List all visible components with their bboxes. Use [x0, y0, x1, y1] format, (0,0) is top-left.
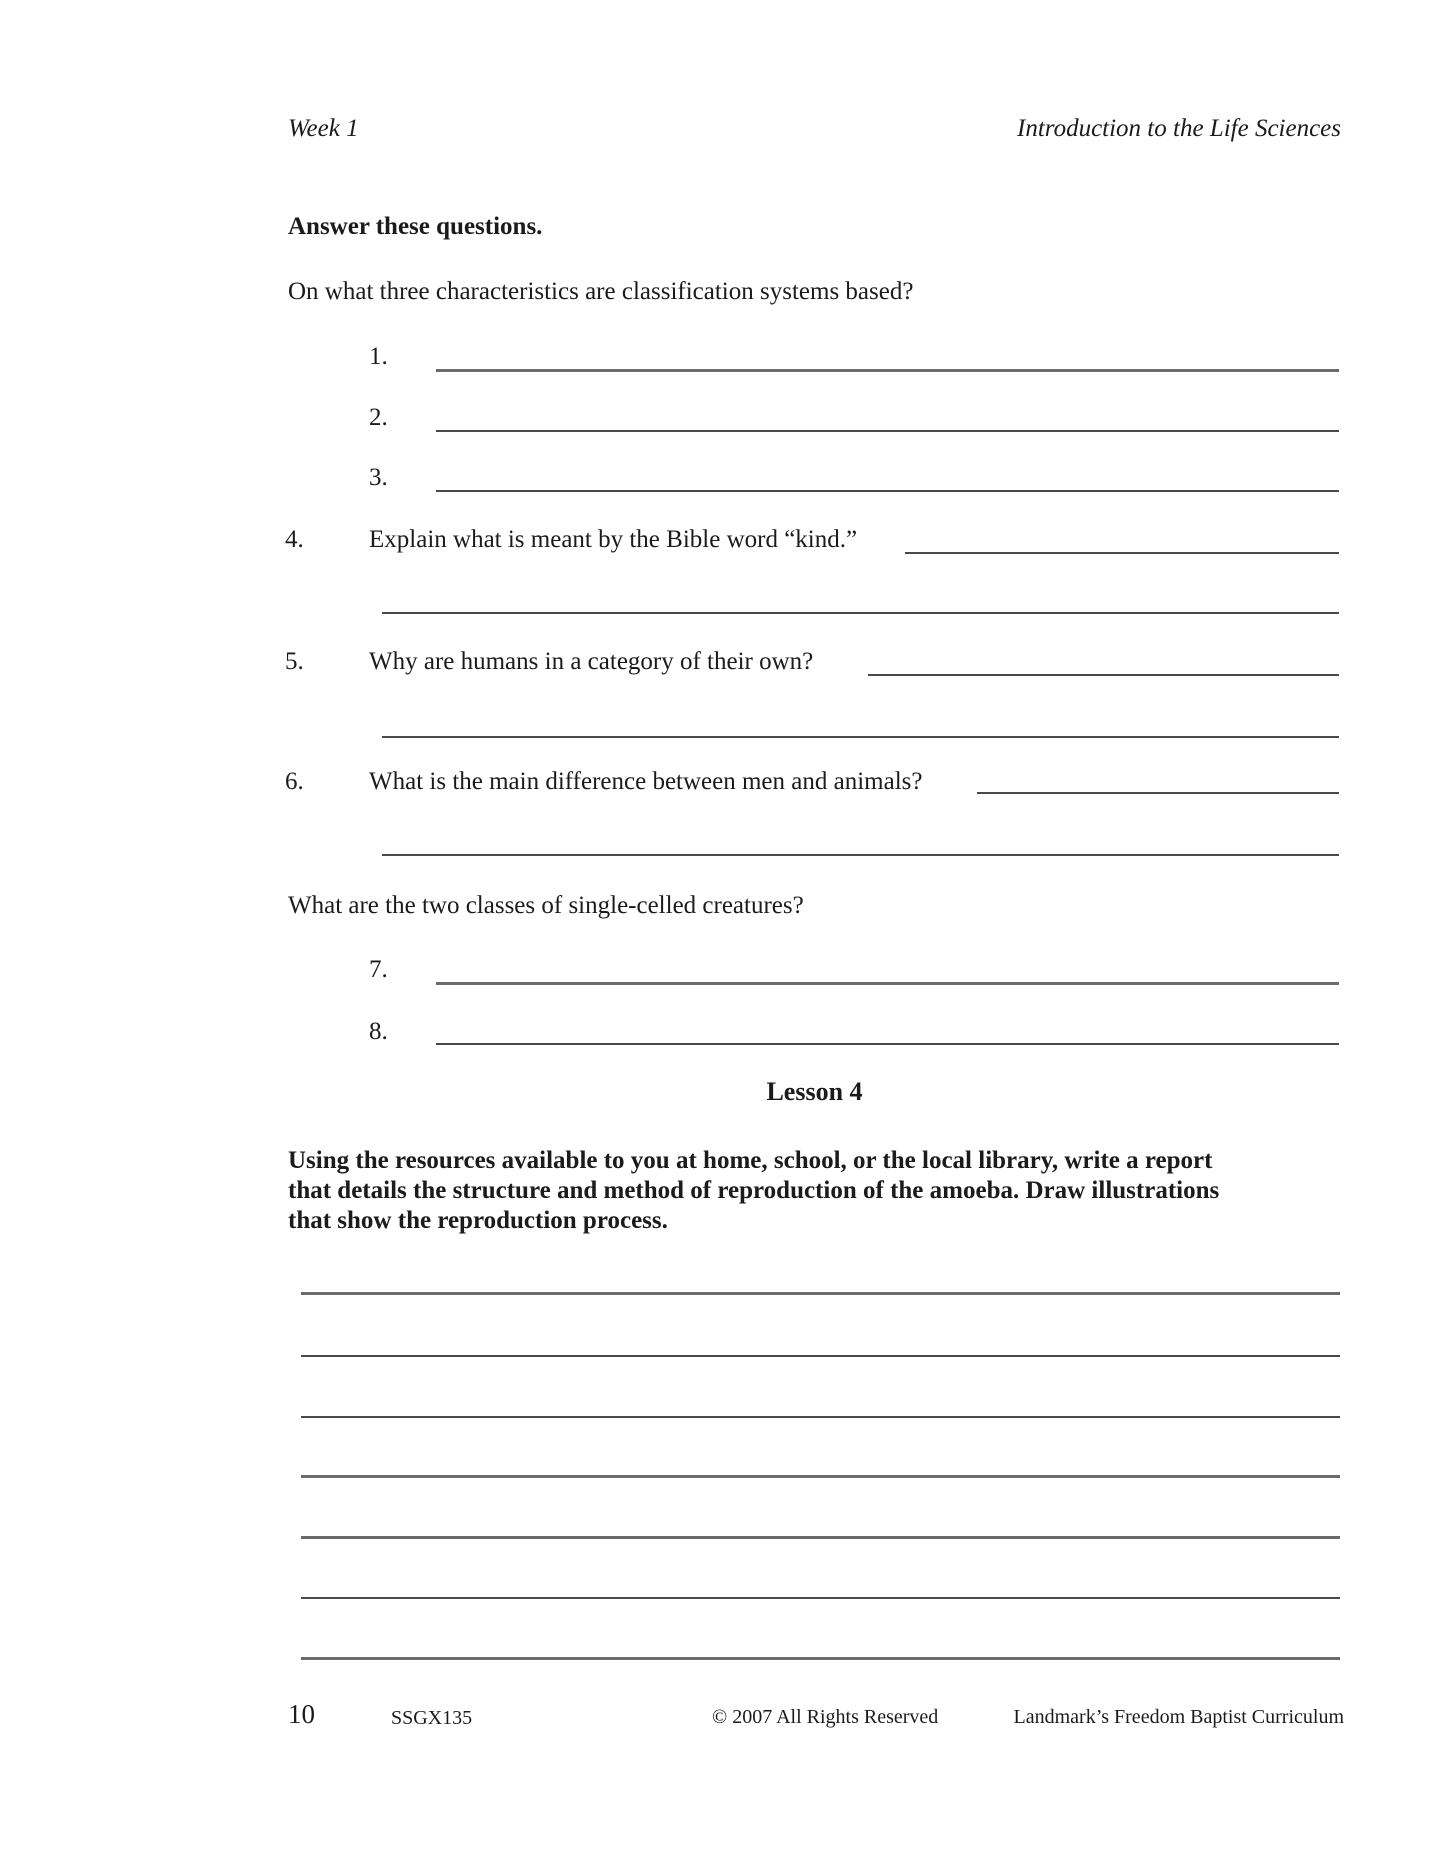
- assignment-line-2: that details the structure and method of reproduction of the amoeba. Draw illustrations: [288, 1177, 1220, 1204]
- item-number-7: 7.: [369, 956, 388, 983]
- single-celled-intro-question: What are the two classes of single-celled creatures?: [288, 892, 804, 919]
- question-4-text: Explain what is meant by the Bible word “kind.”: [369, 526, 858, 553]
- answer-blank-3: [436, 490, 1339, 492]
- question-4-inline-blank: [905, 552, 1339, 554]
- footer-page-number: 10: [288, 1699, 315, 1729]
- writing-line-7: [301, 1657, 1340, 1660]
- question-5-number: 5.: [285, 648, 304, 675]
- question-4-number: 4.: [285, 526, 304, 553]
- writing-line-6: [301, 1597, 1340, 1599]
- answer-blank-2: [436, 430, 1339, 432]
- header-course-title: Introduction to the Life Sciences: [1017, 115, 1341, 142]
- question-5-continuation-blank: [382, 736, 1339, 738]
- question-5-inline-blank: [868, 674, 1339, 676]
- writing-line-1: [301, 1292, 1340, 1295]
- classification-intro-question: On what three characteristics are classification systems based?: [288, 278, 914, 305]
- question-6-continuation-blank: [382, 854, 1339, 856]
- footer-code: SSGX135: [391, 1707, 473, 1729]
- footer-copyright: © 2007 All Rights Reserved: [712, 1706, 939, 1728]
- answer-blank-8: [436, 1043, 1339, 1045]
- item-number-1: 1.: [369, 343, 388, 370]
- item-number-8: 8.: [369, 1018, 388, 1045]
- question-5-text: Why are humans in a category of their own?: [369, 648, 814, 675]
- footer-publisher: Landmark’s Freedom Baptist Curriculum: [1013, 1706, 1344, 1728]
- writing-line-2: [301, 1355, 1340, 1357]
- lesson-heading: Lesson 4: [766, 1077, 863, 1106]
- answer-blank-7: [436, 982, 1339, 985]
- writing-line-3: [301, 1416, 1340, 1418]
- header-week: Week 1: [288, 115, 359, 142]
- question-4-continuation-blank: [382, 612, 1339, 614]
- question-6-number: 6.: [285, 768, 304, 795]
- writing-line-4: [301, 1475, 1340, 1478]
- answer-questions-heading: Answer these questions.: [288, 213, 543, 240]
- assignment-paragraph: [288, 1146, 1348, 1236]
- writing-line-5: [301, 1536, 1340, 1539]
- item-number-2: 2.: [369, 404, 388, 431]
- question-6-text: What is the main difference between men and animals?: [369, 768, 923, 795]
- assignment-line-3: that show the reproduction process.: [288, 1207, 668, 1234]
- item-number-3: 3.: [369, 464, 388, 491]
- assignment-line-1: Using the resources available to you at home, school, or the local library, write a report: [288, 1147, 1213, 1174]
- answer-blank-1: [436, 369, 1339, 372]
- question-6-inline-blank: [977, 792, 1339, 794]
